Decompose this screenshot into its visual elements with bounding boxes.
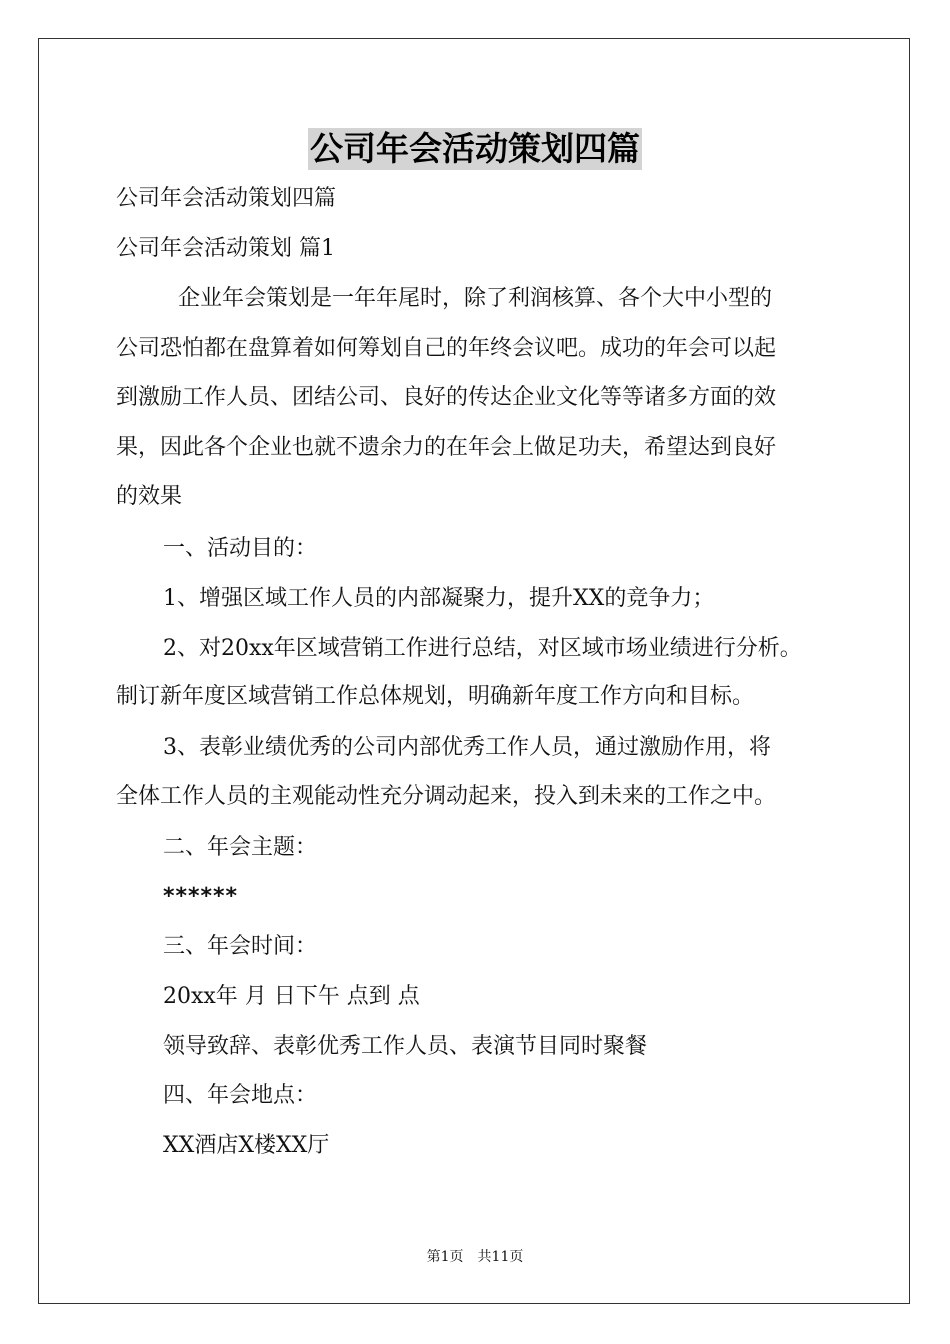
time-line: 20xx年 月 日下午 点到 点: [163, 984, 420, 1009]
page-number: 第1页: [426, 1249, 464, 1265]
theme-placeholder: ******: [163, 884, 239, 909]
page-border: [38, 38, 910, 1304]
paragraph-line: 果，因此各个企业也就不遗余力的在年会上做足功夫，希望达到良好: [116, 435, 777, 460]
list-item: 1、增强区域工作人员的内部凝聚力，提升XX的竞争力；: [163, 586, 715, 611]
location-line: XX酒店X楼XX厅: [163, 1133, 330, 1158]
paragraph-line: 全体工作人员的主观能动性充分调动起来，投入到未来的工作之中。: [116, 784, 777, 809]
page-footer: [0, 1248, 950, 1266]
section-heading: 公司年会活动策划 篇1: [116, 236, 335, 261]
document-title: 公司年会活动策划四篇: [310, 129, 640, 168]
paragraph-line: 公司恐怕都在盘算着如何筹划自己的年终会议吧。成功的年会可以起: [116, 336, 777, 361]
heading-location: 四、年会地点：: [163, 1083, 318, 1108]
paragraph-line: 的效果: [116, 484, 183, 509]
agenda-line: 领导致辞、表彰优秀工作人员、表演节目同时聚餐: [163, 1034, 648, 1059]
title-container: [0, 128, 950, 170]
list-item: 2、对20xx年区域营销工作进行总结，对区域市场业绩进行分析。: [163, 636, 802, 661]
heading-theme: 二、年会主题：: [163, 835, 318, 860]
heading-time: 三、年会时间：: [163, 934, 318, 959]
subtitle-line: 公司年会活动策划四篇: [116, 186, 337, 211]
paragraph-line: 制订新年度区域营销工作总体规划，明确新年度工作方向和目标。: [116, 684, 755, 709]
heading-activity-purpose: 一、活动目的：: [163, 536, 318, 561]
page-total: 共11页: [477, 1249, 524, 1265]
list-item: 3、表彰业绩优秀的公司内部优秀工作人员，通过激励作用，将: [163, 735, 771, 760]
paragraph-line: 到激励工作人员、团结公司、良好的传达企业文化等等诸多方面的效: [116, 385, 777, 410]
paragraph-line: 企业年会策划是一年年尾时，除了利润核算、各个大中小型的: [178, 286, 773, 311]
